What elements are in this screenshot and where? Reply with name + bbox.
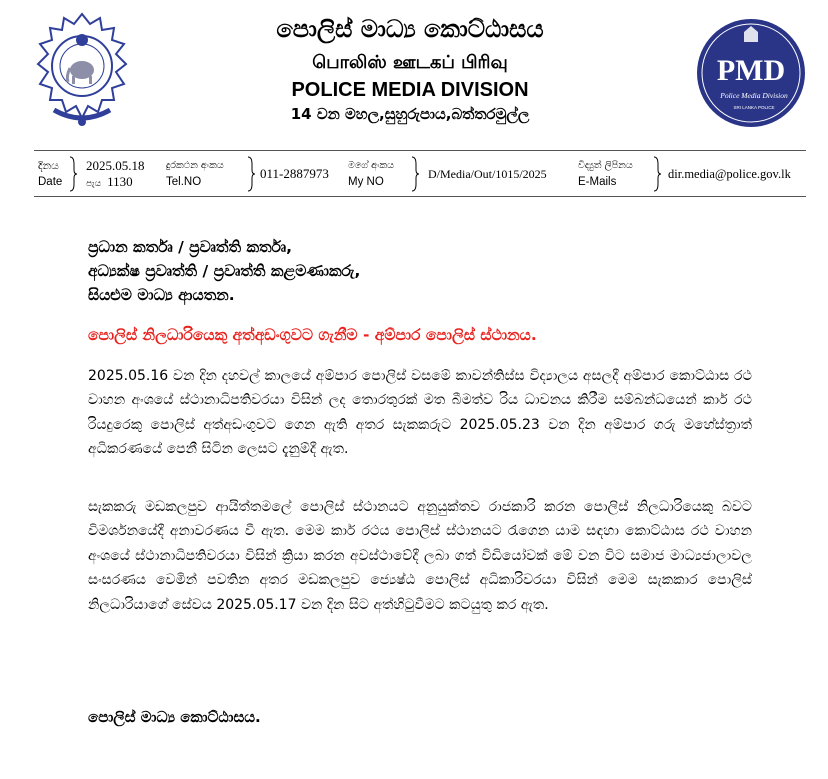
divider-bottom [34, 196, 806, 197]
tel-label: දුරකථන අංකය Tel.NO [166, 160, 224, 188]
brace-icon [410, 156, 420, 192]
time-label: පැය [86, 179, 102, 189]
police-crest-icon [34, 10, 130, 130]
email-value: dir.media@police.gov.lk [668, 167, 791, 181]
brace-icon [652, 156, 662, 192]
pmd-logo-bottom: SRI LANKA POLICE [733, 105, 775, 110]
recipients [88, 235, 360, 307]
office-address: 14 වන මහල,සුහුරුපාය,බත්තරමුල්ල [290, 105, 530, 123]
pmd-logo [696, 18, 806, 128]
date-label: දිනය Date [38, 160, 63, 188]
letterhead-titles [200, 12, 620, 126]
title-tamil: பொலிஸ் ஊடகப் பிரிவு [312, 52, 508, 73]
title-sinhala: පොලිස් මාධ්‍ය කොට්ඨාසය [276, 15, 544, 43]
tel-value: 011-2887973 [260, 166, 329, 181]
body-paragraph-2: සැකකරු මඩකලපුව ආයිත්තමලේ පොලිස් ස්ථානයට අනුයුක්තව රාජකාරි කරන පොලිස් නිලධාරියෙකු බවට විමර්ශනයේදී අනාවරණය වී ඇත. මෙම කාර් රථය පොලිස් ස්ථානයට රැගෙන යාම සඳහා කොට්ඨාස රථ වාහන අංශයේ ස්ථානාධිපතිවරයා විසින් ක්‍රියා කරන අවස්ථාවේදී ලබා ගත් විඩියෝවක් මේ වන විට සමාජ මාධ්‍යජාලාවල සංසරණය වෙමින් පවතින අතර මඩකලපුව ජ්‍යෙෂ්ඨ පොලිස් අධිකාරිවරයා විසින් මෙම සැකකාර පොලිස් නිලධාරියාගේ සේවය 2025.05.17 වන දින සිට අත්හිටුවීමට කටයුතු කර ඇත. [88, 499, 752, 613]
myno-label: මගේ අංකය My NO [348, 160, 394, 188]
recipient-line: සියළුම මාධ්‍ය ආයතන. [88, 286, 235, 304]
email-label: විද්‍යුත් ලිපිනය E-Mails [578, 160, 633, 188]
recipient-line: ප්‍රධාන කර්තෘ / ප්‍රවෘත්ති කර්තෘ, [88, 238, 292, 256]
divider-top [34, 150, 806, 151]
date-time-values [86, 158, 145, 192]
reference-bar [34, 150, 806, 196]
subject-line: පොලිස් නිලධාරියෙකු අත්අඩංගුවට ගැනීම - අම්පාර පොලිස් ස්ථානය. [88, 326, 537, 344]
body-paragraph-1: 2025.05.16 වන දින දහවල් කාලයේ අම්පාර පොලිස් වසමේ කාවන්තිස්ස විද්‍යාලය අසලදී අම්පාර කොට්ඨාස රථ වාහන අංශයේ ස්ථානාධිපතිවරයා විසින් ලද තොරතුරක් මත බීමත්ව රිය ධාවනය කිරීම සම්බන්ධයෙන් කාර් රථ රියදුරෙකු පොලිස් අත්අඩංගුවට ගෙන ඇති අතර සැකකරුට 2025.05.23 වන දින අම්පාර ගරු මහේස්ත්‍රාත් අධිකරණයේ පෙනී සිටින ලෙසට දැනුම්දී ඇත. [88, 368, 752, 458]
recipient-line: අධ්‍යක්ෂ ප්‍රවෘත්ති / ප්‍රවෘත්ති කළමණාකරු, [88, 262, 361, 280]
letterhead [0, 0, 828, 148]
date-value: 2025.05.18 [86, 158, 145, 173]
title-english: POLICE MEDIA DIVISION [291, 79, 529, 101]
myno-value: D/Media/Out/1015/2025 [428, 167, 547, 181]
pmd-logo-text: PMD [716, 54, 786, 87]
signature: පොලිස් මාධ්‍ය කොට්ඨාසය. [88, 708, 261, 726]
brace-icon [68, 156, 78, 192]
brace-icon [246, 156, 256, 192]
pmd-logo-subtext: Police Media Division [720, 91, 788, 100]
time-value: 1130 [107, 174, 133, 189]
